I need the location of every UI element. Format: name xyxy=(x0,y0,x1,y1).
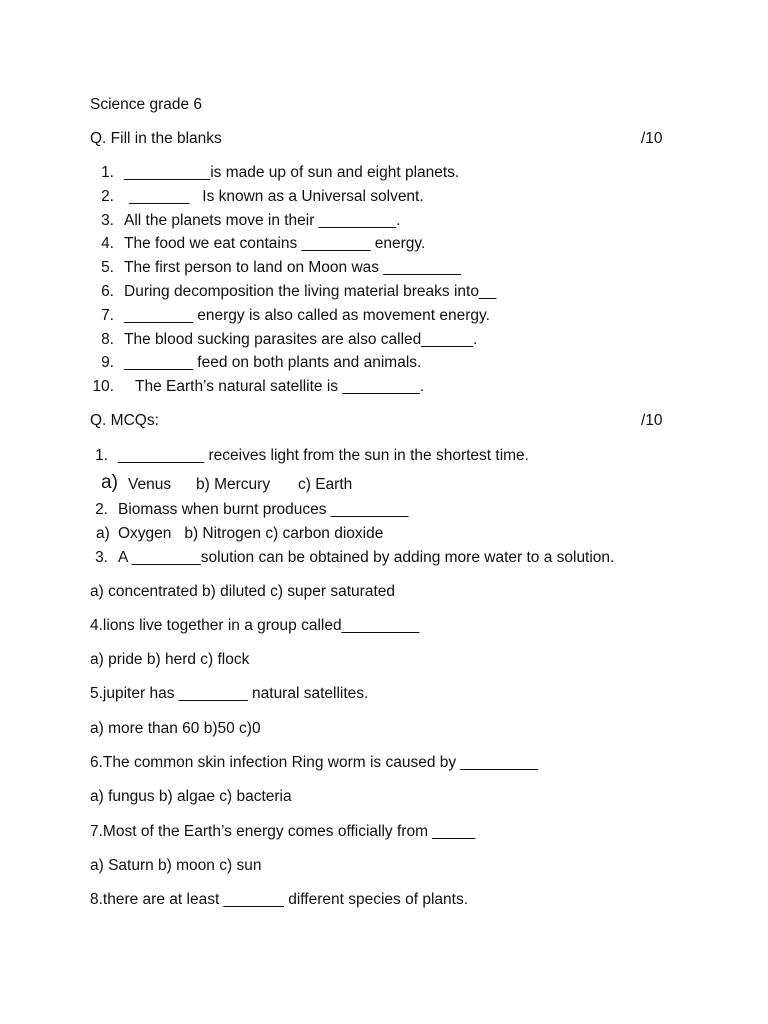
mcq-heading: Q. MCQs: xyxy=(90,412,159,429)
mcq-number: 1. xyxy=(95,447,108,464)
mcq-options: a) more than 60 b)50 c)0 xyxy=(90,720,261,737)
list-item-number: 1. xyxy=(101,164,114,181)
mcq-option: c) Earth xyxy=(298,476,353,493)
mcq-option: b) Mercury xyxy=(196,476,271,493)
fill-blanks-heading: Q. Fill in the blanks xyxy=(90,130,222,147)
mcq-number: 3. xyxy=(95,549,108,566)
mcq-marks: /10 xyxy=(641,412,663,429)
list-item-text: The blood sucking parasites are also called______. xyxy=(124,331,478,348)
mcq-question: 7.Most of the Earth’s energy comes officially from _____ xyxy=(90,823,476,840)
fill-blanks-marks: /10 xyxy=(641,130,663,147)
list-item-text: __________is made up of sun and eight planets. xyxy=(124,164,460,181)
list-item-text: _______ Is known as a Universal solvent. xyxy=(129,188,424,205)
list-item-number: 2. xyxy=(101,188,114,205)
list-item-number: 6. xyxy=(101,283,114,300)
list-item-number: 7. xyxy=(101,307,114,324)
document-title: Science grade 6 xyxy=(90,96,203,113)
list-item-number: 4. xyxy=(101,235,114,252)
mcq-question: 8.there are at least _______ different species of plants. xyxy=(90,891,468,908)
list-item-number: 9. xyxy=(101,354,114,371)
list-item-text: All the planets move in their _________. xyxy=(124,212,401,229)
list-item-number: 3. xyxy=(101,212,114,229)
mcq-number: 2. xyxy=(95,501,108,518)
mcq-options: Oxygen b) Nitrogen c) carbon dioxide xyxy=(118,525,384,542)
mcq-question: 4.lions live together in a group called_________ xyxy=(90,617,420,634)
list-item-text: During decomposition the living material breaks into__ xyxy=(124,283,497,300)
list-item-text: The food we eat contains ________ energy. xyxy=(124,235,426,252)
mcq-option-label: a) xyxy=(96,525,110,542)
mcq-options: a) Saturn b) moon c) sun xyxy=(90,857,262,874)
list-item-number: 10. xyxy=(92,378,114,395)
mcq-options: a) concentrated b) diluted c) super saturated xyxy=(90,583,396,600)
mcq-options: a) pride b) herd c) flock xyxy=(90,651,250,668)
mcq-question: 5.jupiter has ________ natural satellites. xyxy=(90,685,369,702)
mcq-options: a) fungus b) algae c) bacteria xyxy=(90,788,292,805)
list-item-text: ________ energy is also called as movement energy. xyxy=(124,307,490,324)
mcq-question: Biomass when burnt produces _________ xyxy=(118,501,409,518)
list-item-number: 8. xyxy=(101,331,114,348)
list-item-text: The first person to land on Moon was _________ xyxy=(124,259,461,276)
mcq-option-label: a) xyxy=(101,472,118,493)
list-item-number: 5. xyxy=(101,259,114,276)
mcq-question: 6.The common skin infection Ring worm is caused by _________ xyxy=(90,754,539,771)
mcq-question: A ________solution can be obtained by adding more water to a solution. xyxy=(118,549,615,566)
list-item-text: The Earth’s natural satellite is _________. xyxy=(135,378,425,395)
mcq-question: __________ receives light from the sun in the shortest time. xyxy=(118,447,529,464)
mcq-option: Venus xyxy=(128,476,172,493)
list-item-text: ________ feed on both plants and animals. xyxy=(124,354,422,371)
